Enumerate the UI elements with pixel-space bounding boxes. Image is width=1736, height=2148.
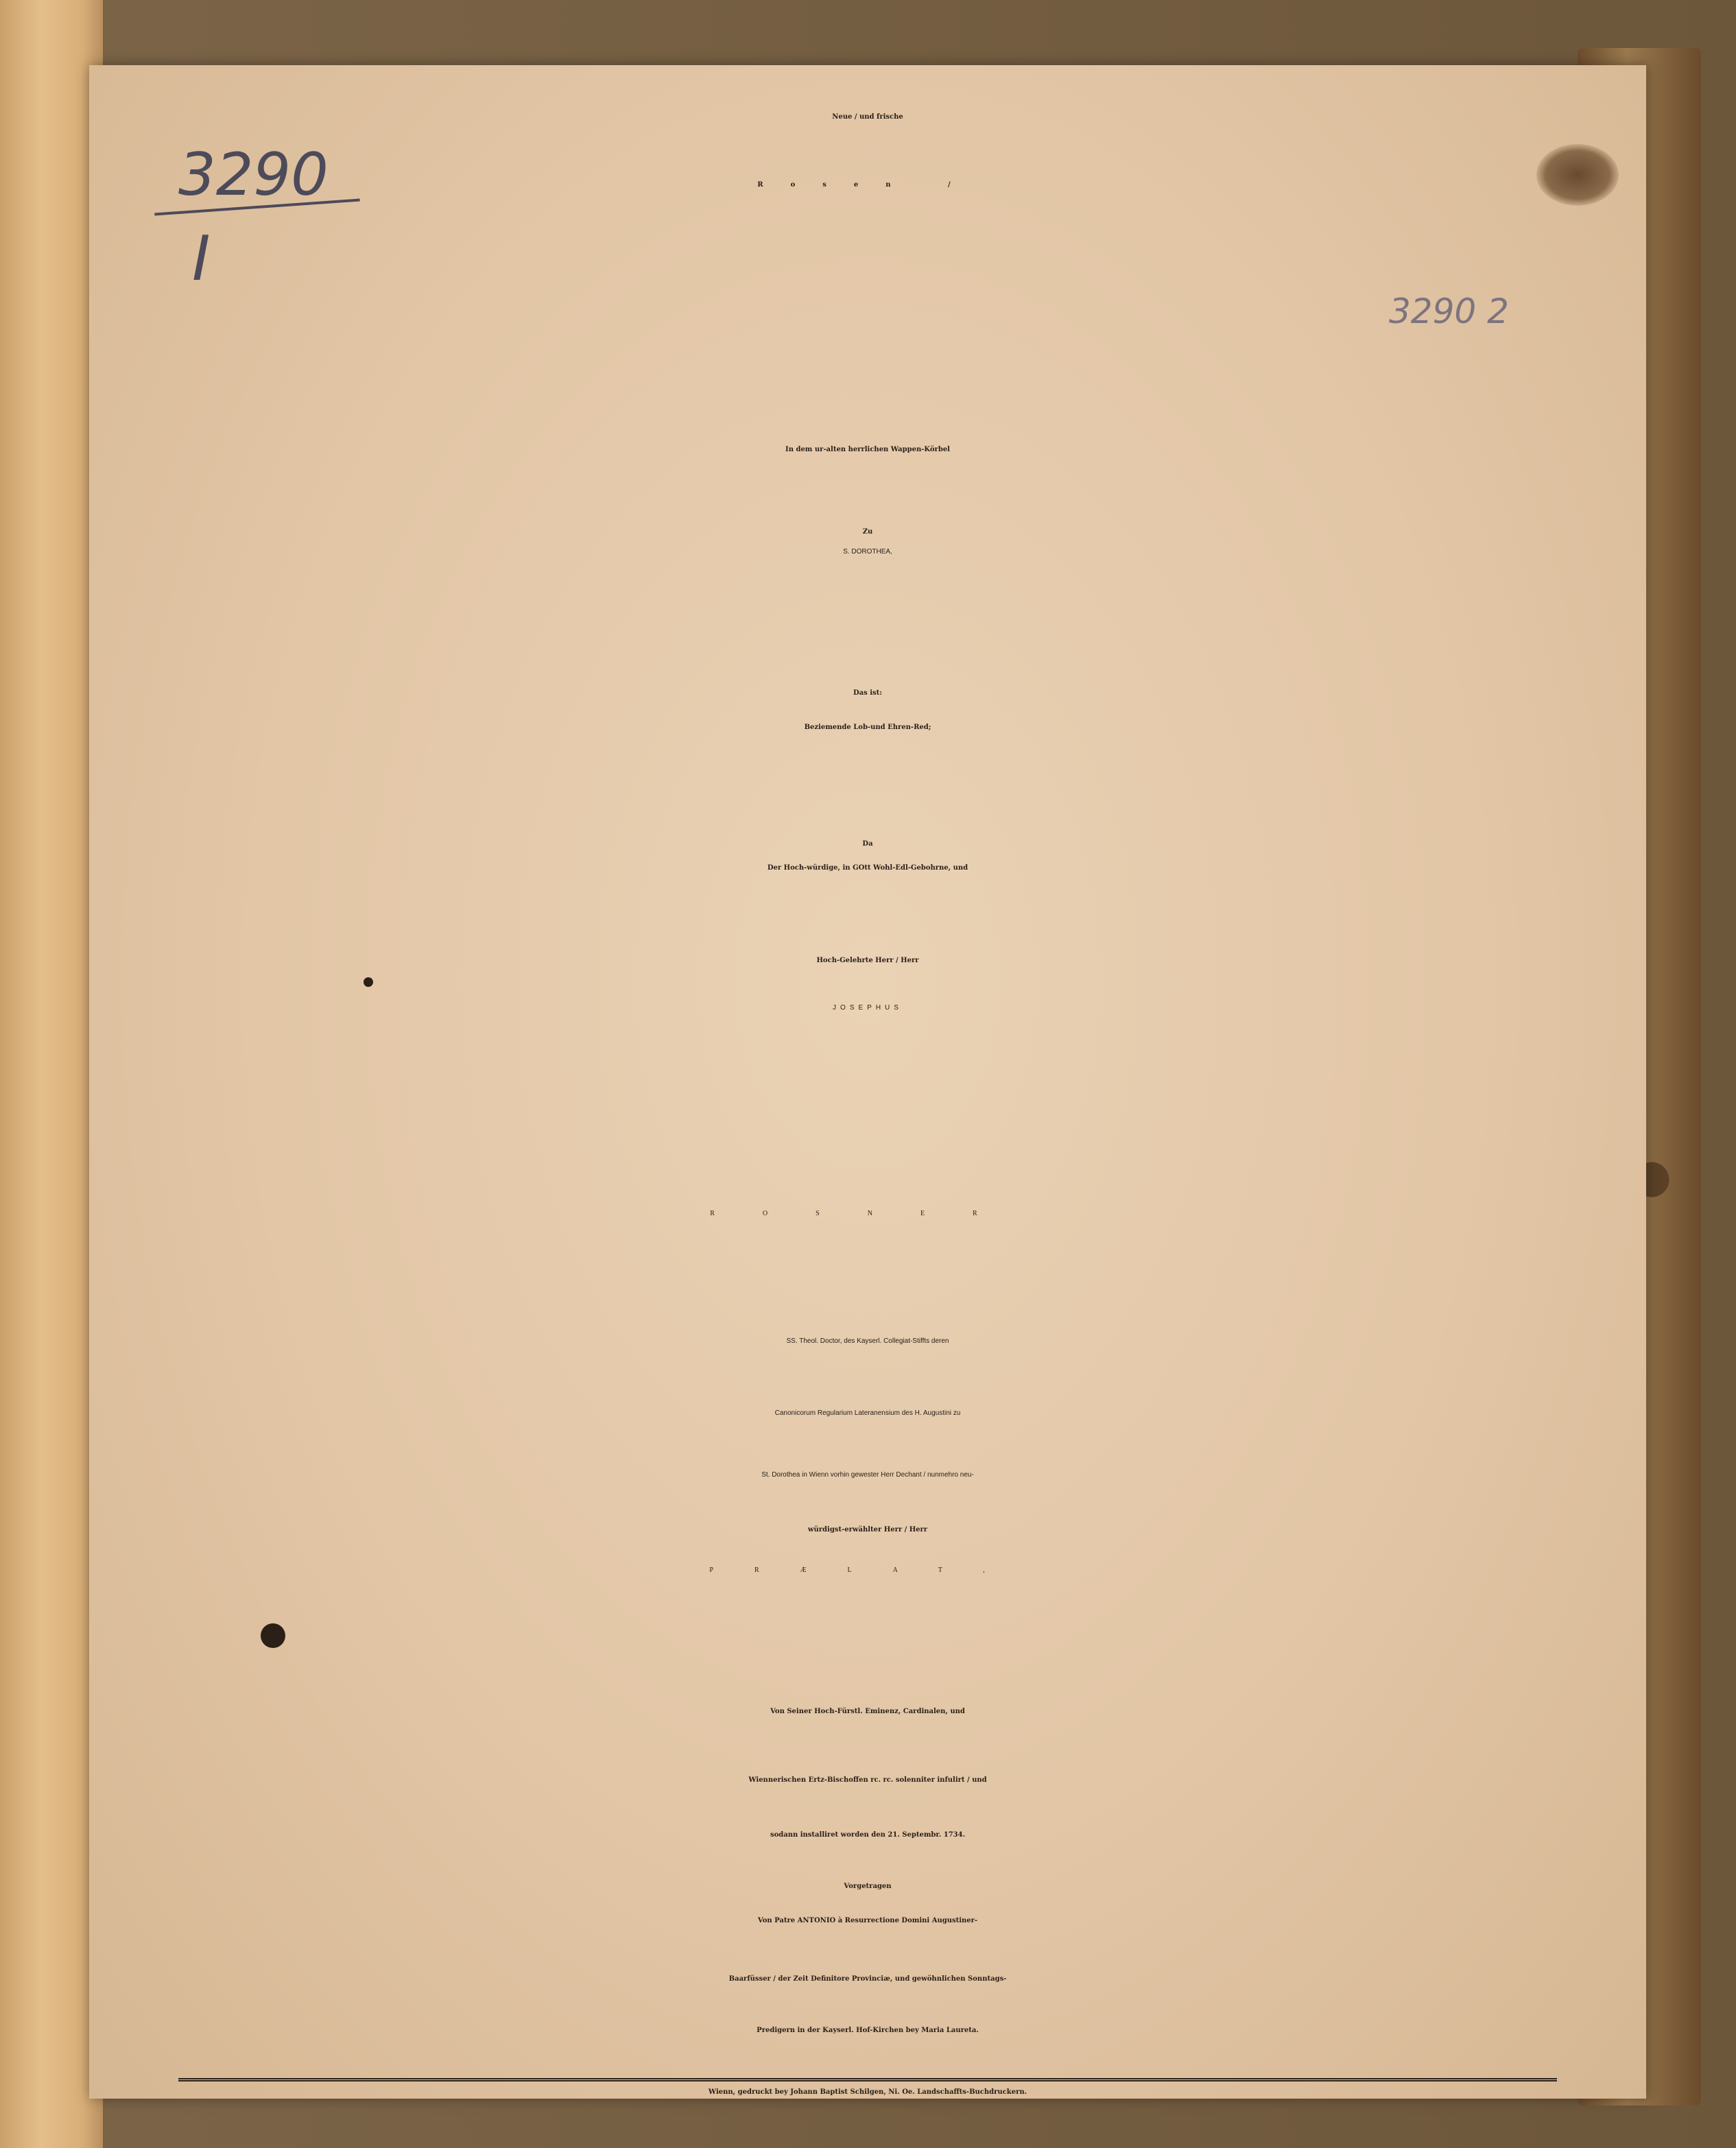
line-sodann: sodann installiret worden den 21. Septembr. 1734.: [770, 1831, 966, 1839]
line-da: Da: [862, 840, 873, 848]
line-predigern: Predigern in der Kayserl. Hof-Kirchen bey Maria Laureta.: [757, 2027, 979, 2034]
line-das-ist: Das ist:: [853, 689, 882, 697]
line-rosner: ROSNER: [710, 1210, 1025, 1217]
line-wuerdigst: würdigst-erwählter Herr / Herr: [807, 1526, 928, 1534]
printer-mark-dot: [364, 977, 373, 987]
line-wiennerischen: Wiennerischen Ertz-Bischoffen rc. rc. solenniter infulirt / und: [748, 1776, 987, 1784]
line-canonicorum: Canonicorum Regularium Lateranensium des H. Augustini zu: [774, 1409, 961, 1417]
double-rule-divider: [178, 2078, 1557, 2081]
line-beziemende: Beziemende Lob-und Ehren-Red;: [804, 724, 931, 731]
margin-shelfmark-annotation: 3290 2: [1389, 291, 1509, 331]
line-st-dorothea: St. Dorothea in Wienn vorhin gewester Herr Dechant / nunmehro neu-: [761, 1471, 974, 1479]
ink-stain: [1536, 144, 1619, 206]
printer-mark-bullet: [261, 1623, 285, 1648]
line-dorothea: S. DOROTHEA,: [843, 548, 892, 556]
title-page: [89, 65, 1646, 2099]
shelfmark-annotation: 3290: [178, 141, 329, 209]
line-impressum: Wienn, gedruckt bey Johann Baptist Schilgen, Ni. Oe. Landschaffts-Buchdruckern.: [708, 2088, 1027, 2096]
line-zu: Zu: [862, 528, 873, 536]
line-ss-theol: SS. Theol. Doctor, des Kayserl. Collegiat-Stiffts deren: [786, 1337, 949, 1345]
line-neue: Neue / und frische: [832, 113, 903, 121]
line-vorgetragen: Vorgetragen: [844, 1883, 892, 1890]
line-josephus: JOSEPHUS: [833, 1004, 903, 1012]
left-page-edge: [0, 0, 103, 2148]
line-in-dem: In dem ur-alten herrlichen Wappen-Körbel: [785, 446, 950, 453]
line-hoch-gelehrte: Hoch-Gelehrte Herr / Herr: [816, 957, 919, 964]
line-von-patre: Von Patre ANTONIO à Resurrectione Domini Augustiner-: [757, 1917, 978, 1924]
line-von-seiner: Von Seiner Hoch-Fürstl. Eminenz, Cardinalen, und: [770, 1708, 965, 1715]
line-der-hoch: Der Hoch-würdige, in GOtt Wohl-Edl-Gebohrne, und: [767, 864, 968, 872]
line-rosen: Rosen /: [757, 181, 978, 189]
line-praelat: PRÆLAT,: [709, 1566, 1026, 1574]
line-baarfuesser: Baarfüsser / der Zeit Definitore Provinciæ, und gewöhnlichen Sonntags-: [728, 1975, 1007, 1983]
volume-annotation: I: [192, 223, 211, 295]
